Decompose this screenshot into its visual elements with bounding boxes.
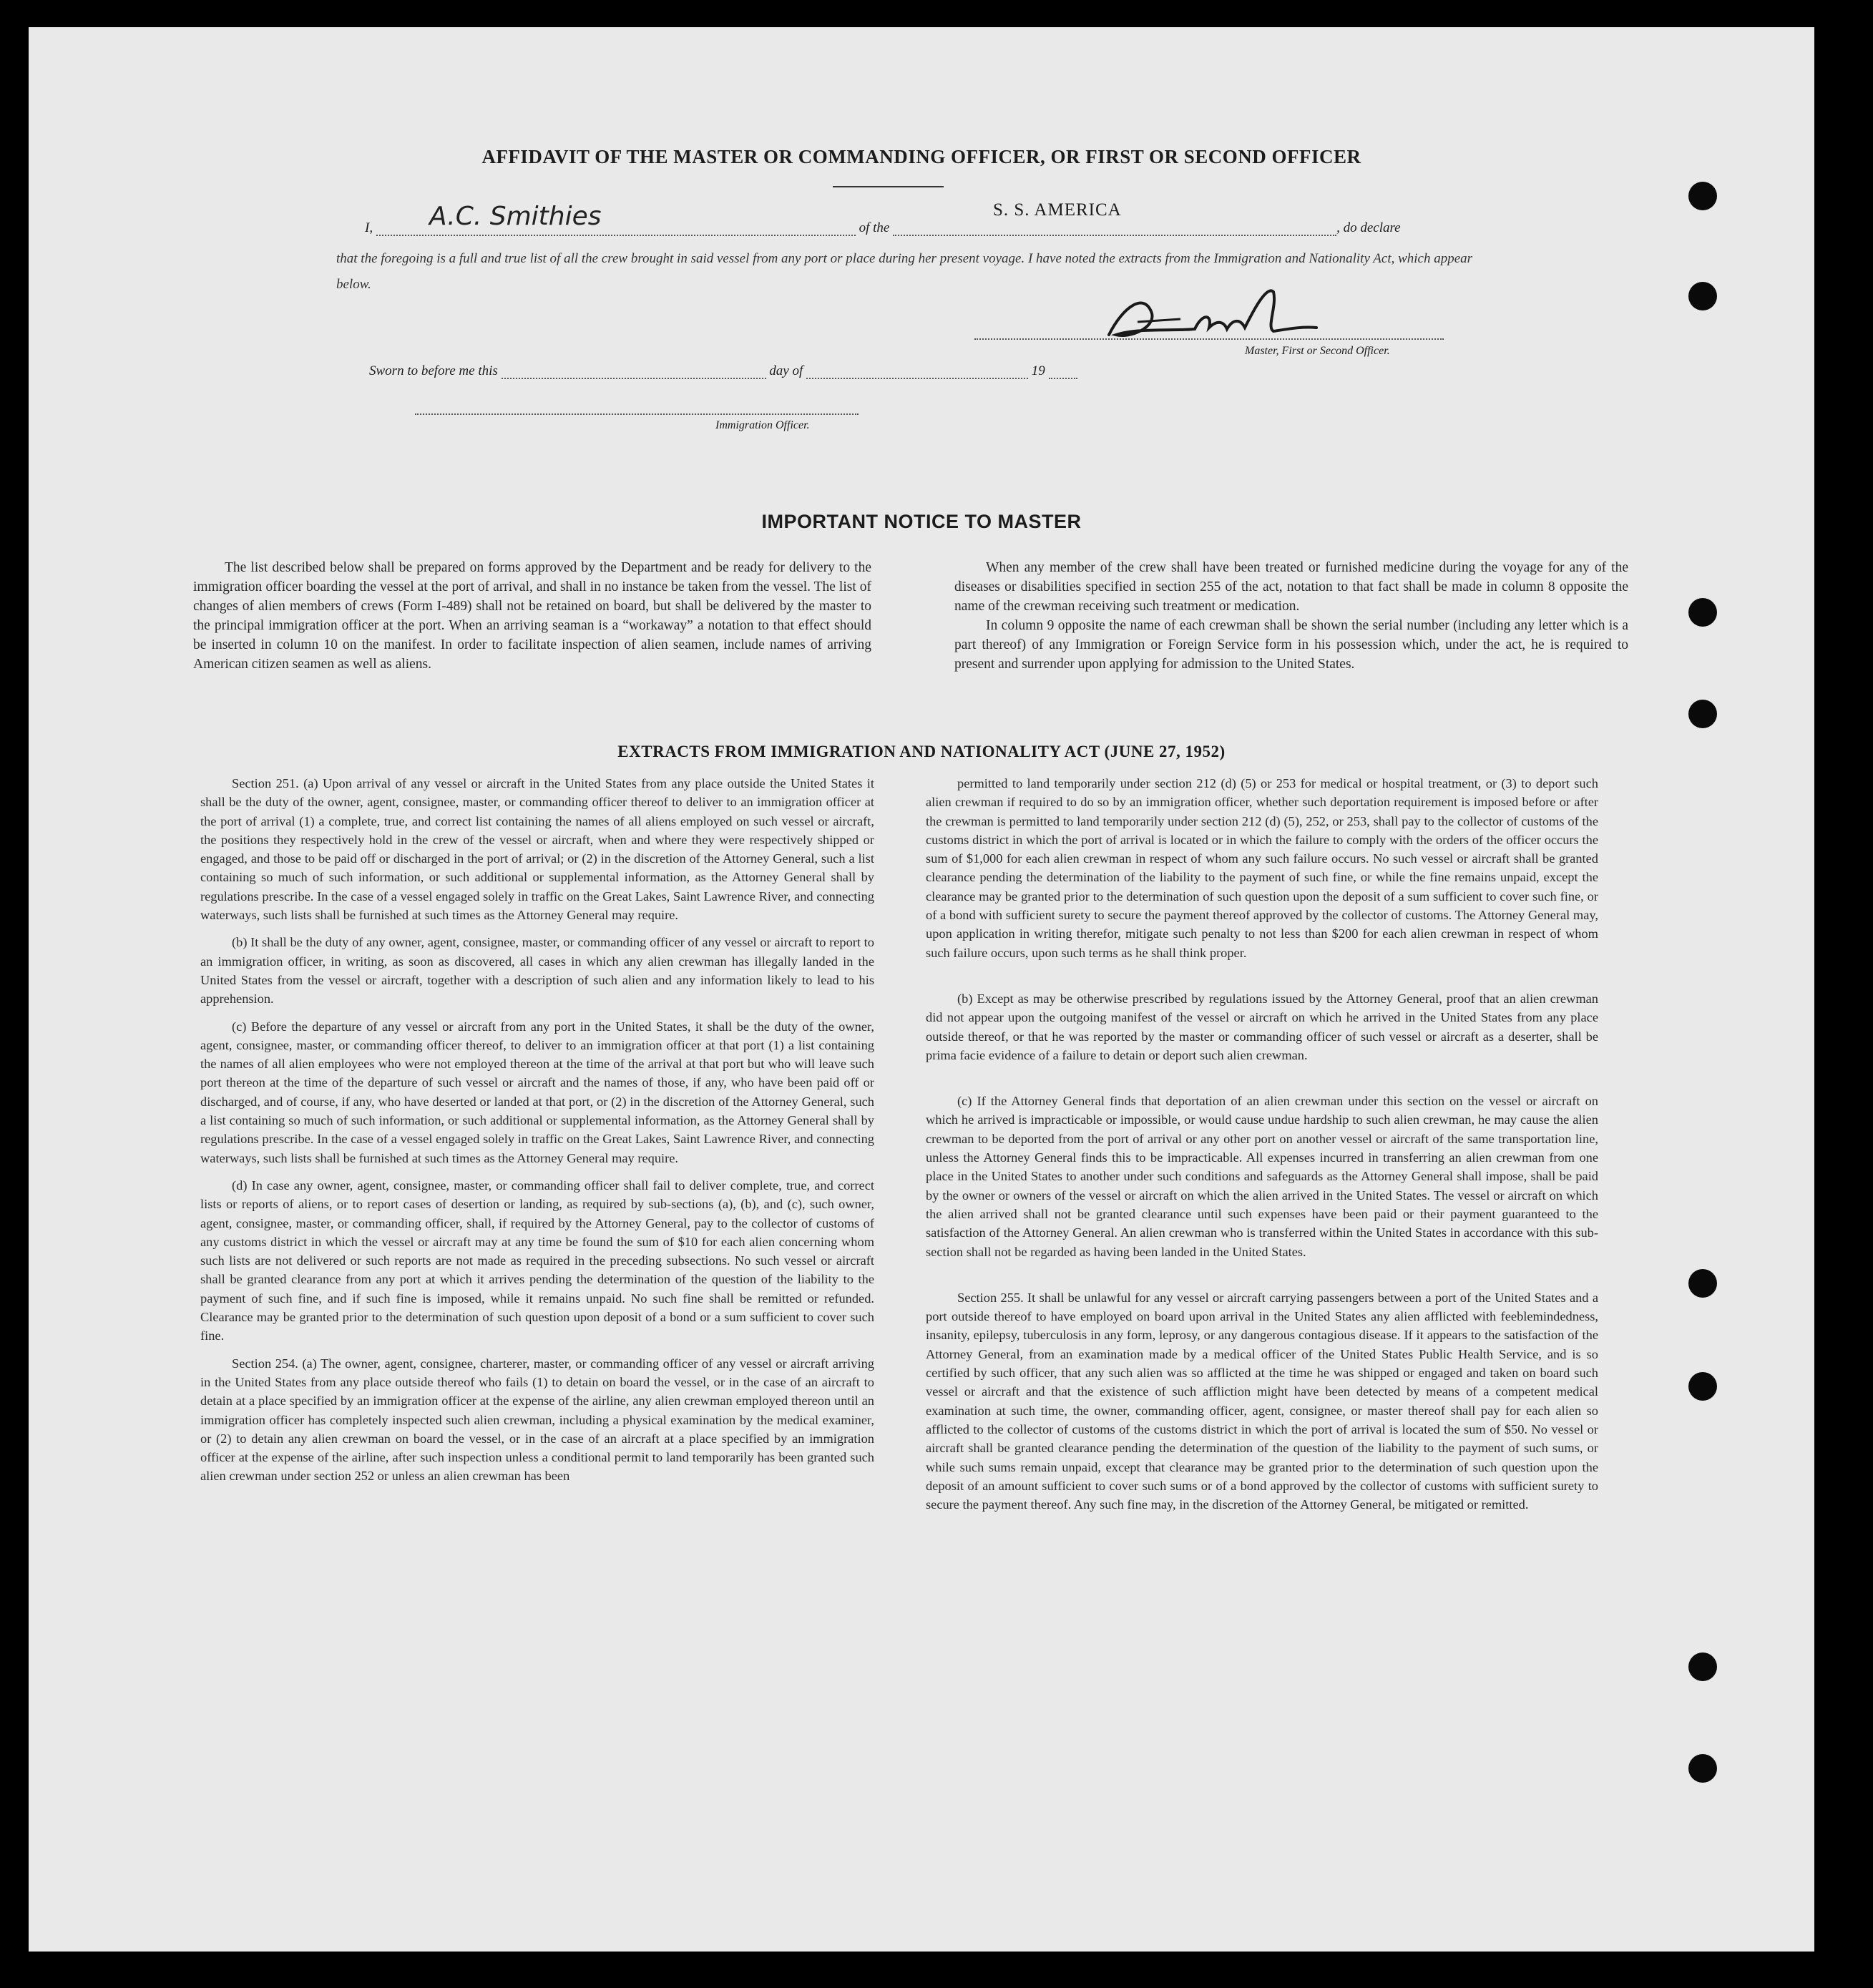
extract-paragraph: (c) Before the departure of any vessel or aircraft from any port in the United States, it shall be the duty of the owner, agent, consignee, master, or commanding officer thereof, to deliver to an immigration officer at that port (1) a list containing the names of all alien employees who were not employed thereon at the time of the arrival at that port but who will leave such port thereon at the time of the departure of such vessel or aircraft and the names of those, if any, who have been paid off or discharged, and of course, if any, who have deserted or landed at that port, or (2) in the discretion of the Attorney General, such a list containing so much of such information, or such additional or supplemental information, as the Attorney General shall by regulations prescribe. In the case of a vessel engaged solely in traffic on the Great Lakes, Saint Lawrence River, and connecting waterways, such lists shall be furnished at such times as the Attorney General may require. [200,1019,874,1165]
affidavit-page [29,27,1814,1952]
vessel-field[interactable] [893,220,1336,236]
sworn-line [369,363,1077,379]
extracts-title: EXTRACTS FROM IMMIGRATION AND NATIONALITY ACT (JUNE 27, 1952) [617,743,1226,760]
of-the-label: of the [859,220,890,235]
extract-paragraph: (b) It shall be the duty of any owner, agent, consignee, master, or commanding officer of any vessel or aircraft to report to an immigration officer, in writing, as soon as discovered, all cases in which any alien crewman has illegally landed in the United States from the vessel or aircraft, together with a description of such alien and any information likely to lead to his apprehension. [200,935,874,1007]
binder-hole [1688,1372,1717,1401]
binder-hole [1688,1754,1717,1783]
sworn-label: Sworn to before me this [369,363,498,378]
declaration-text: that the foregoing is a full and true list of all the crew brought in said vessel from any port or place during her present voyage. I have noted the extracts from the Immigration and Nationality Act, which appear below. [336,251,1473,292]
binder-hole [1688,598,1717,627]
sworn-day-field[interactable] [502,363,766,379]
master-signature-line[interactable] [974,338,1444,340]
notice-title: IMPORTANT NOTICE TO MASTER [761,511,1082,532]
i-label: I, [365,220,373,235]
notice-paragraph: The list described below shall be prepared on forms approved by the Department and be ready for delivery to the immigration officer boarding the vessel at the port of arrival, and shall in no instance be taken from the vessel. The list of changes of alien members of crews (Form I-489) shall not be retained on board, but shall be delivered by the master to the principal immigration officer at the port. When an arriving seaman is a “workaway” a notation to that effect should be inserted in column 10 on the manifest. In order to facilitate inspection of alien seamen, include names of arriving American citizen seamen as well as aliens. [193,560,871,672]
sworn-month-field[interactable] [806,363,1028,379]
extract-paragraph: Section 255. It shall be unlawful for any vessel or aircraft carrying passengers between a port of the United States and a port outside thereof to have employed on board upon arrival in the United States any alien afflicted with feeblemindedness, insanity, epilepsy, tuberculosis in any form, leprosy, or any dangerous contagious disease. If it appears to the satisfaction of the Attorney General, from an examination made by a medical officer of the United States Public Health Service, and is so certified by such officer, that any such alien was so afflicted at the time he was shipped or engaged and taken on board such vessel or aircraft and that the existence of such affliction might have been detected by means of a competent medical examination at such time, the owner, commanding officer, agent, consignee, or master thereof shall pay for each alien so afflicted to the collector of customs of the customs district in which the port of arrival is located the sum of $50. No vessel or aircraft shall be granted clearance pending the determination of the question of the liability to the payment of such sums, or while such sums remain unpaid, except that clearance may be granted prior to the determination of such question upon the deposit of an amount sufficient to cover such sums or of a bond approved by the collector of customs with sufficient surety to secure the payment thereof. Any such fine may, in the discretion of the Attorney General, be mitigated or remitted. [926,1290,1598,1512]
extract-paragraph: (c) If the Attorney General finds that deportation of an alien crewman under this section on the vessel or aircraft on which he arrived is impracticable or impossible, or would cause undue hardship to such alien crewman, he may cause the alien crewman to be deported from the port of arrival or any other port on another vessel or aircraft of the same transportation line, unless the Attorney General finds this to be impracticable. All expenses incurred in transferring an alien crewman from one place in the United States to another under such conditions and safeguards as the Attorney General shall impose, shall be paid by the owner or owners of the vessel or aircraft on which the alien arrived in the United States. The vessel or aircraft on which the alien arrived shall not be granted clearance until such expenses have been paid or their payment guaranteed to the satisfaction of the Attorney General. An alien crewman who is transferred within the United States in accordance with this sub-section shall not be regarded as having been landed in the United States. [926,1094,1598,1259]
notice-paragraph: In column 9 opposite the name of each crewman shall be shown the serial number (including any letter which is a part thereof) of any Immigration or Foreign Service form in his possession which, under the act, he is required to present and surrender upon applying for admission to the United States. [954,618,1628,672]
binder-hole [1688,1269,1717,1298]
year-prefix: 19 [1031,363,1045,378]
binder-hole [1688,1652,1717,1681]
immigration-officer-label: Immigration Officer. [715,419,810,431]
master-label: Master, First or Second Officer. [1245,345,1390,357]
notice-right-column [954,558,1628,681]
extracts-right-column [926,774,1598,1522]
affidavit-title: AFFIDAVIT OF THE MASTER OR COMMANDING OFFICER, OR FIRST OR SECOND OFFICER [481,146,1361,167]
notice-left-column [193,558,871,681]
binder-hole [1688,282,1717,310]
day-of-label: day of [769,363,803,378]
title-rule [833,186,944,187]
extract-paragraph: Section 254. (a) The owner, agent, consignee, charterer, master, or commanding officer of any vessel or aircraft arriving in the United States from any place outside thereof who fails (1) to detain on board the vessel, or in the case of an aircraft to detain at a place specified by an immigration officer at the expense of the airline, any alien crewman employed thereon until an immigration officer has completely inspected such alien crewman, including a physical examination by the medical examiner, or (2) to detain any alien crewman on board the vessel, or in the case of an aircraft at a place specified by an immigration officer at the expense of the airline, after such inspection unless a conditional permit to land temporarily has been granted such alien crewman under section 252 or unless an alien crewman has been [200,1356,874,1484]
binder-hole [1688,700,1717,728]
do-declare-label: , do declare [1336,220,1401,235]
notice-paragraph: When any member of the crew shall have been treated or furnished medicine during the voyage for any of the diseases or disabilities specified in section 255 of the act, notation to that fact shall be made in column 8 opposite the name of the crewman receiving such treatment or medication. [954,560,1628,614]
sworn-year-field[interactable] [1049,363,1077,379]
extracts-left-column [200,774,874,1494]
paragraph-gap [926,1270,1598,1288]
paragraph-gap [926,1073,1598,1092]
extract-paragraph: (b) Except as may be otherwise prescribed by regulations issued by the Attorney General, proof that an alien crewman did not appear upon the outgoing manifest of the vessel or aircraft on which he arrived in the United States from any place outside thereof, or that he was reported by the master or commanding officer of such vessel or aircraft as a deserter, shall be prima facie evidence of a failure to detain or deport such alien crewman. [926,991,1598,1062]
binder-hole [1688,182,1717,210]
extract-paragraph: permitted to land temporarily under section 212 (d) (5) or 253 for medical or hospital treatment, or (3) to deport such alien crewman if required to do so by an immigration officer, whether such deportation requirement is imposed before or after the crewman is permitted to land temporarily under section 212 (d) (5), 252, or 253, shall pay to the collector of customs of the customs district in which the port of arrival is located or in which the failure to comply with the orders of the officer occurs the sum of $1,000 for each alien crewman in respect of whom any such failure occurs. No such vessel or aircraft shall be granted clearance pending the determination of the liability to the payment of such fine, or while the fine remains unpaid, except the clearance may be granted prior to the determination of such question upon the deposit of a sum sufficient to cover such fine, or of a bond with sufficient surety to secure the payment thereof approved by the collector of customs. The Attorney General may, upon application in writing therefor, mitigate such penalty to not less than $200 for each alien crewman in respect of whom such failure occurs, upon such terms as he shall think proper. [926,776,1598,960]
immigration-officer-line[interactable] [415,413,859,415]
extract-paragraph: Section 251. (a) Upon arrival of any vessel or aircraft in the United States from any place outside the United States it shall be the duty of the owner, agent, consignee, master, or commanding officer thereof to deliver to an immigration officer at the port of arrival (1) a complete, true, and correct list containing the names of all aliens employed on such vessel or aircraft, the positions they respectively hold in the crew of the vessel or aircraft, when and where they were respectively shipped or engaged, and those to be paid off or discharged in the port of arrival; or (2) in the discretion of the Attorney General, such a list containing so much of such information, or such additional or supplemental information, as the Attorney General shall by regulations prescribe. In the case of a vessel engaged solely in traffic on the Great Lakes, Saint Lawrence River, and connecting waterways, such lists shall be furnished at such times as the Attorney General may require. [200,776,874,923]
extract-paragraph: (d) In case any owner, agent, consignee, master, or commanding officer shall fail to deliver complete, true, and correct lists or reports of aliens, or to report cases of desertion or landing, as required by sub-sections (a), (b), and (c), such owner, agent, consignee, master, or commanding officer, shall, if required by the Attorney General, pay to the collector of customs of any customs district in which the vessel or aircraft may at any time be found the sum of $10 for each alien concerning whom such lists are not delivered or such reports are not made as required in the preceding subsections. No such vessel or aircraft shall be granted clearance from any port at which it arrives pending the determination of the question of the liability to the payment of such fine, and if such fine is imposed, while it remains unpaid. No such fine shall be remitted or refunded. Clearance may be granted prior to the determination of such question upon deposit of a bond or a sum sufficient to cover such fine. [200,1177,874,1343]
handwritten-name: A.C. Smithies [429,202,602,231]
vessel-name: S. S. AMERICA [993,200,1122,220]
paragraph-gap [926,971,1598,989]
